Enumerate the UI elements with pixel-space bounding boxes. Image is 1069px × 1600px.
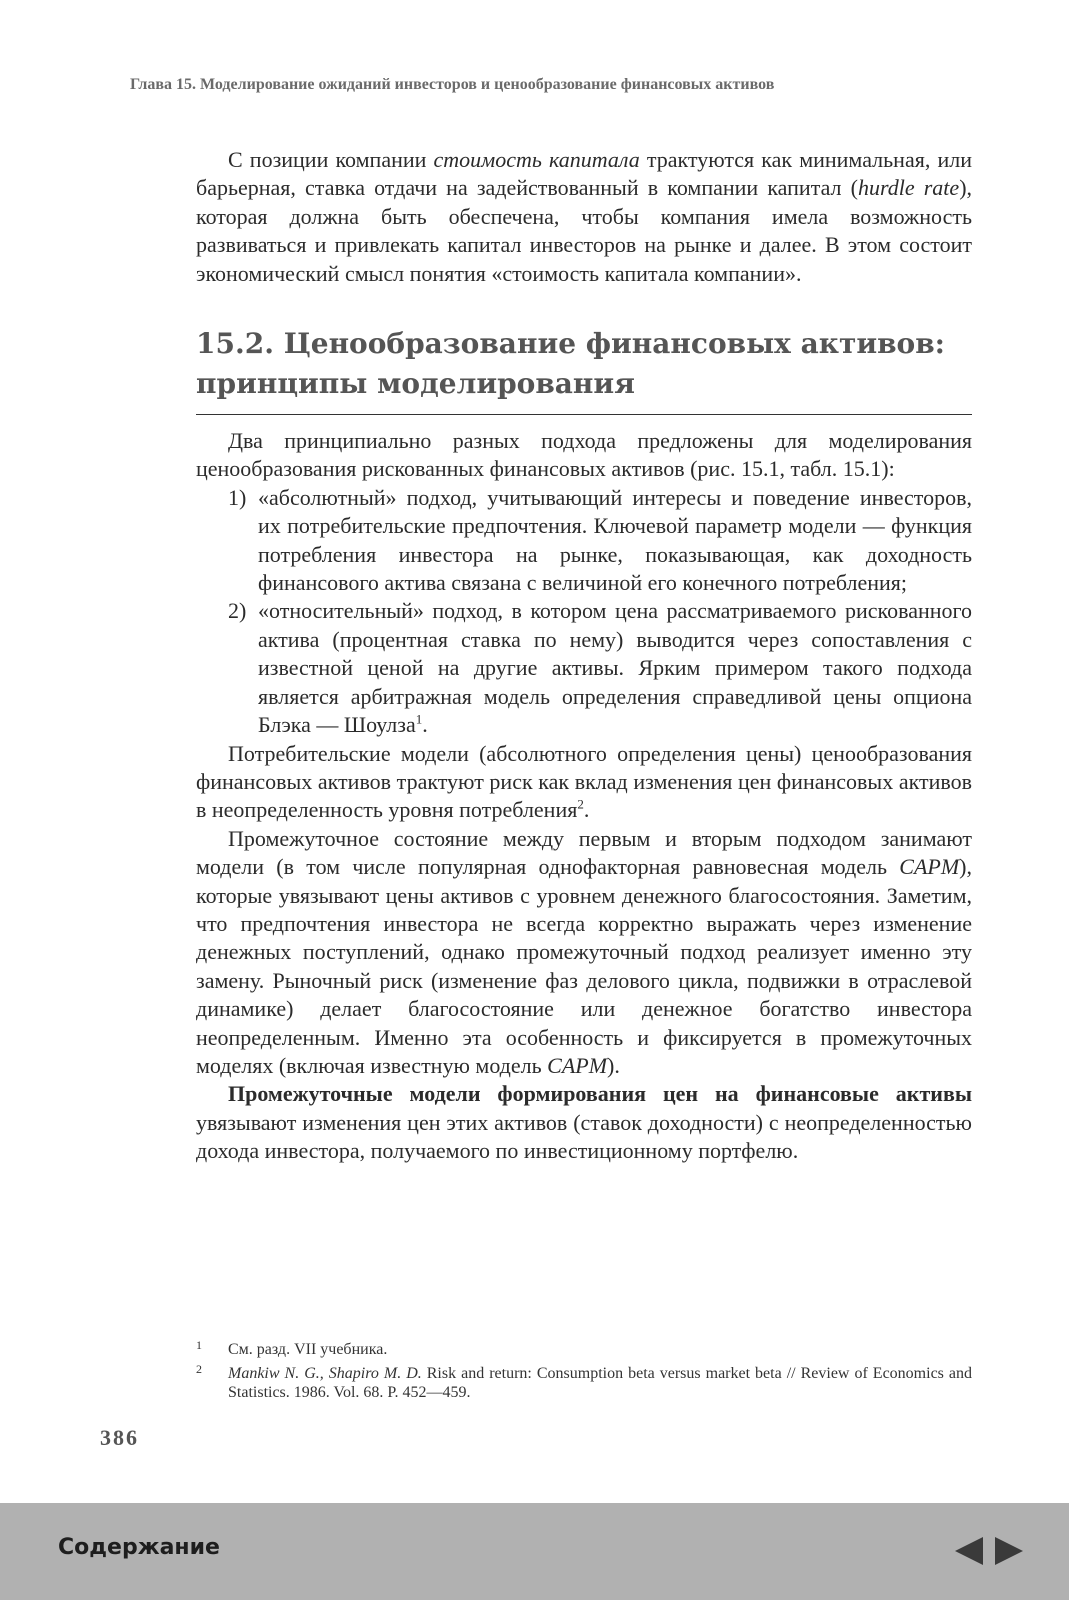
footnote-ref[interactable]: 2 [577,796,584,812]
list-item-text: «относительный» подход, в котором цена рассматриваемого рискованного актива (процентная ставка по нему) выводится через сопоставления с известной ценой на другие активы. Ярким примером такого подхода является арбитражная модель определения справедливой цены опциона Блэка — Шоулза [258,598,972,738]
bold-term: Промежуточные модели формирования цен на финансовые активы [228,1081,972,1107]
italic-term-english: hurdle rate [857,175,960,201]
footnote-ref[interactable]: 1 [415,711,423,727]
footnote-authors: Mankiw N. G., Shapiro M. D. [228,1365,422,1382]
page-body [196,146,972,1166]
italic-term: стоимость капитала [433,147,640,172]
list-item [196,484,972,598]
footnote-number: 2 [196,1362,202,1376]
paragraph-consumption-models: Потребительские модели (абсолютного определения цены) ценообразования финансовых активов трактуют риск как вклад изменения цен финансовых активов в неопределенность уровня потребления$^2$. [196,740,972,823]
triangle-left-icon[interactable] [953,1535,985,1567]
triangle-right-icon[interactable] [993,1535,1025,1567]
page-number: 386 [100,1425,139,1450]
paragraph-intermediate-models: Промежуточное состояние между первым и вторым подходом занимают модели (в том числе популярная однофакторная равновесная модель CAPM), которые увязывают цены активов с уровнем денежного благосостояния. Заметим, что предпочтения инвестора не всегда корректно выражать через изменение денежных поступлений, однако промежуточный подход реализует именно эту замену. Рыночный риск (изменение фаз делового цикла, подвижки в отраслевой динамике) делает благосостояние или денежное богатство инвестора неопределенным. Именно эта особенность и фиксируется в промежуточных моделях (включая известную модель CAPM). [196,825,972,1078]
capm-term: CAPM [547,1052,608,1078]
section-heading: 15.2. Ценообразование финансовых активов: принципы моделирования [196,324,972,415]
paragraph-approaches-intro: Два принципиально разных подхода предложены для моделирования ценообразования рискованных финансовых активов (рис. 15.1, табл. 15.1): [196,428,972,482]
paragraph-definition: Промежуточные модели формирования цен на финансовые активы увязывают изменения цен этих активов (ставок доходности) с неопределенностью дохода инвестора, получаемого по инвестиционному портфелю. [196,1081,972,1164]
running-head: Глава 15. Моделирование ожиданий инвесторов и ценообразование финансовых активов [130,76,775,93]
capm-term: CAPM [899,854,960,880]
footnote [196,1340,972,1359]
list-item: 2) «относительный» подход, в котором цена рассматриваемого рискованного актива (процентная ставка по нему) выводится через сопоставления с известной ценой на другие активы. Ярким примером такого подхода является арбитражная модель определения справедливой цены опциона Блэка — Шоулза$^1$. [228,598,972,738]
navigation-bar [0,1503,1069,1600]
footnote-text: Risk and return: Consumption beta versus market beta // Review of Economics and Statistics. 1986. Vol. 68. P. 452—459. [228,1365,973,1401]
footnote-number: 1 [196,1338,202,1352]
approaches-list [196,484,972,740]
footnote [196,1364,972,1402]
footnotes [196,1340,972,1407]
footnote-text: См. разд. VII учебника. [228,1341,388,1358]
contents-button[interactable]: Содержание [58,1535,220,1560]
list-item-number: 2) [228,598,247,624]
list-item-text: «абсолютный» подход, учитывающий интересы и поведение инвесторов, их потребительские предпочтения. Ключевой параметр модели — функция потребления инвестора на рынке, показывающая, как доходность финансового актива связана с величиной его конечного потребления; [258,484,972,596]
paragraph-cost-of-capital: С позиции компании стоимость капитала трактуются как минимальная, или барьерная, ставка отдачи на задействованный в компании капитал (hurdle rate), которая должна быть обеспечена, чтобы компания имела возможность развиваться и привлекать капитал инвесторов на рынке и далее. В этом состоит экономический смысл понятия «стоимость капитала компании». [196,147,973,286]
list-item-number: 1) [228,484,247,510]
